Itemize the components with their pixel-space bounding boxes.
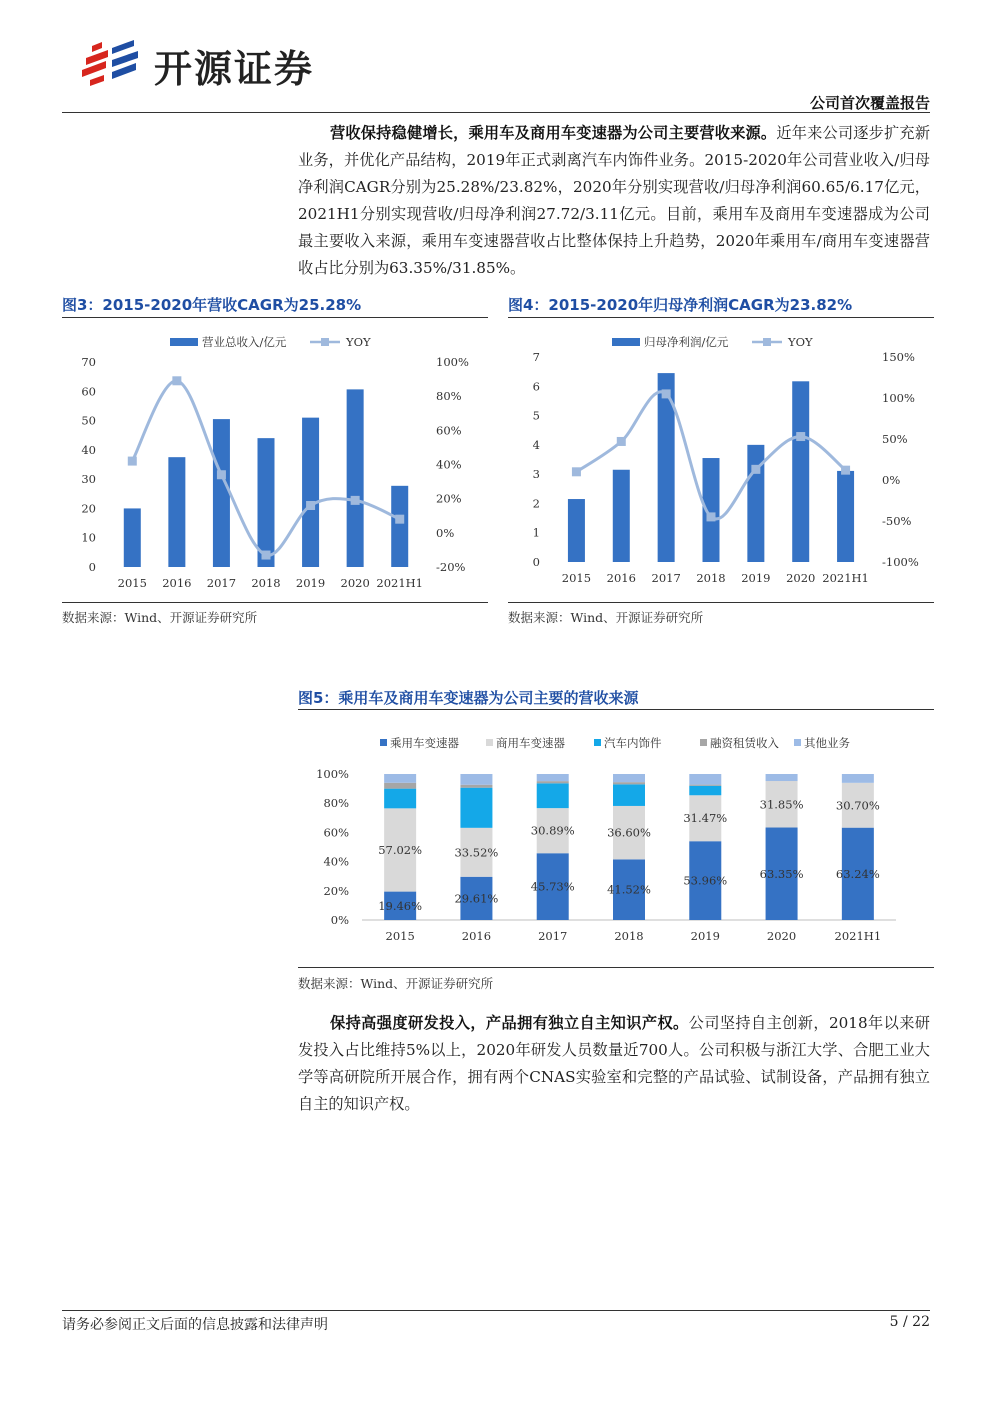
fig5-x-tick: 2020 [766, 929, 797, 943]
fig5-legend-swatch [700, 739, 707, 746]
fig5-bar-segment [613, 784, 645, 806]
fig5-x-tick: 2018 [614, 929, 644, 943]
fig3-left-tick: 50 [81, 413, 96, 428]
fig3-yoy-point [128, 457, 137, 466]
intro-text: 近年来公司逐步扩充新业务，并优化产品结构，2019年正式剥离汽车内饰件业务。2015-2020年公司营业收入/归母净利润CAGR分别为25.28%/23.82%，2020年分别实现营收/归母净利润60.65/6.17亿元，2021H1分别实现营收/归母净利润27.72/3.11亿元。目前，乘用车及商用车变速器成为公司最主要收入来源，乘用车变速器营收占比整体保持上升趋势，2020年乘用车/商用车变速器营收占比分别为63.35%/31.85%。 [298, 124, 931, 277]
fig5-data-label: 30.70% [835, 798, 880, 813]
fig4-legend-bar-swatch [612, 338, 640, 346]
fig3-x-tick: 2021H1 [376, 576, 424, 590]
fig3-x-tick: 2015 [117, 576, 147, 590]
rnd-paragraph [298, 1010, 930, 1118]
fig3-left-tick: 70 [81, 355, 96, 369]
fig4-left-tick: 1 [532, 525, 540, 540]
fig5-data-label: 19.46% [378, 898, 423, 913]
fig4-bar [568, 499, 585, 562]
fig5-y-tick: 100% [316, 767, 349, 781]
fig4-bottom-rule [508, 602, 934, 603]
fig4-bar [837, 471, 854, 562]
fig5-legend-label: 其他业务 [804, 736, 850, 750]
fig5-bar-segment [460, 774, 492, 785]
fig5-y-tick: 0% [330, 913, 349, 927]
fig5-data-label: 31.85% [759, 797, 804, 812]
fig5-data-label: 41.52% [607, 882, 651, 897]
intro-paragraph [298, 120, 930, 282]
logo-mark-icon [78, 30, 148, 90]
fig4-x-tick: 2020 [786, 571, 816, 585]
fig5-bar-segment [384, 789, 416, 809]
fig5-y-tick: 20% [323, 883, 349, 898]
fig3-yoy-point [262, 551, 271, 560]
fig3-source: 数据来源：Wind、开源证券研究所 [62, 610, 258, 625]
fig5-bar-segment [384, 783, 416, 789]
intro-lead: 营收保持稳健增长，乘用车及商用车变速器为公司主要营收来源。 [330, 124, 777, 142]
fig5-bar-segment [613, 774, 645, 782]
fig5-data-label: 29.61% [454, 891, 499, 906]
fig3-yoy-point [351, 496, 360, 505]
fig5-data-label: 53.96% [683, 873, 728, 888]
fig5-legend-label: 乘用车变速器 [390, 736, 459, 750]
footer-divider [62, 1310, 930, 1311]
fig5-y-tick: 80% [323, 796, 349, 811]
fig3-title-rule [62, 317, 488, 318]
fig4-left-tick: 0 [532, 555, 540, 569]
fig3-legend-line-marker [321, 338, 329, 346]
fig5-legend-swatch [486, 739, 493, 746]
fig5-x-tick: 2016 [461, 929, 492, 943]
fig5-bar-segment [842, 774, 874, 783]
fig5-legend-swatch [594, 739, 601, 746]
fig3-x-tick: 2017 [206, 576, 237, 590]
fig5-data-label: 57.02% [378, 842, 423, 857]
fig3-yoy-point [172, 376, 181, 385]
fig5-data-label: 63.24% [835, 866, 880, 881]
fig4-right-tick: 150% [882, 350, 915, 364]
fig5-y-tick: 60% [323, 825, 349, 840]
fig3-legend-bar-label: 营业总收入/亿元 [202, 335, 287, 349]
fig3-right-tick: 100% [436, 355, 469, 369]
fig5-x-tick: 2015 [385, 929, 415, 943]
fig5-bar-segment [537, 783, 569, 808]
fig4-left-tick: 4 [532, 437, 540, 452]
fig3-bottom-rule [62, 602, 488, 603]
fig4-legend-line-marker [763, 338, 771, 346]
fig5-data-label: 33.52% [454, 845, 499, 860]
fig4-legend-bar-label: 归母净利润/亿元 [644, 335, 729, 349]
fig5-bar-segment [689, 785, 721, 786]
fig3-bar [391, 486, 408, 567]
fig4-right-tick: 50% [882, 432, 908, 446]
fig3-bar [302, 418, 319, 567]
footer-disclaimer: 请务必参阅正文后面的信息披露和法律声明 [62, 1317, 328, 1333]
fig3-bar [213, 419, 230, 567]
fig5-data-label: 30.89% [530, 823, 575, 838]
fig3-right-tick: -20% [436, 560, 466, 574]
rnd-text: 公司坚持自主创新，2018年以来研发投入占比维持5%以上，2020年研发人员数量近700人。公司积极与浙江大学、合肥工业大学等高研院所开展合作，拥有两个CNAS实验室和完整的产品试验、试制设备，产品拥有独立自主的知识产权。 [298, 1014, 930, 1113]
fig5-chart [298, 712, 934, 966]
brand-name: 开源证券 [154, 47, 315, 91]
fig5-legend-label: 融资租赁收入 [710, 736, 779, 750]
fig3-right-tick: 80% [436, 389, 462, 404]
fig4-legend-line-label: YOY [788, 335, 813, 349]
fig3-bar [124, 508, 141, 567]
fig3-bar [347, 389, 364, 567]
fig3-left-tick: 0 [88, 560, 96, 574]
fig3-bar [168, 457, 185, 567]
fig5-legend-label: 汽车内饰件 [604, 736, 662, 750]
fig3-x-tick: 2019 [295, 576, 326, 590]
fig5-title: 图5：乘用车及商用车变速器为公司主要的营收来源 [298, 689, 639, 707]
fig3-left-tick: 20 [81, 501, 96, 516]
rnd-lead: 保持高强度研发投入，产品拥有独立自主知识产权。 [330, 1014, 689, 1032]
fig3-legend-line-label: YOY [346, 335, 371, 349]
fig4-right-tick: 100% [882, 391, 915, 405]
fig4-right-tick: 0% [882, 473, 901, 487]
header-divider [62, 112, 930, 113]
fig3-x-tick: 2018 [251, 576, 281, 590]
fig3-left-tick: 60 [81, 384, 96, 399]
fig5-bar-segment [613, 782, 645, 784]
fig5-data-label: 36.60% [607, 825, 651, 840]
fig5-legend-swatch [794, 739, 801, 746]
fig3-right-tick: 0% [436, 525, 455, 540]
fig4-left-tick: 3 [532, 467, 540, 482]
fig3-left-tick: 30 [81, 472, 96, 487]
fig4-chart [508, 322, 934, 600]
fig5-source: 数据来源：Wind、开源证券研究所 [298, 976, 494, 991]
fig4-right-tick: -50% [882, 514, 912, 528]
fig3-yoy-point [395, 515, 404, 524]
fig4-yoy-point [841, 466, 850, 475]
fig3-right-tick: 20% [436, 491, 462, 506]
fig4-bar [792, 381, 809, 562]
fig5-data-label: 45.73% [530, 879, 575, 894]
fig5-x-tick: 2021H1 [834, 929, 882, 943]
fig4-x-tick: 2017 [651, 571, 681, 585]
fig4-yoy-point [662, 389, 671, 398]
fig3-yoy-point [306, 501, 315, 510]
fig3-left-tick: 10 [81, 530, 96, 545]
fig3-right-tick: 60% [436, 423, 462, 438]
fig3-x-tick: 2016 [162, 576, 192, 590]
fig4-yoy-point [572, 467, 581, 476]
fig5-y-tick: 40% [323, 854, 349, 869]
fig4-title-rule [508, 317, 934, 318]
brand-logo [78, 30, 368, 90]
fig3-x-tick: 2020 [340, 576, 370, 590]
fig3-bar [258, 438, 275, 567]
fig5-bar-segment [537, 781, 569, 783]
fig5-legend-swatch [380, 739, 387, 746]
fig5-x-tick: 2019 [690, 929, 720, 943]
fig4-x-tick: 2016 [606, 571, 636, 585]
fig3-right-tick: 40% [436, 457, 462, 472]
fig5-bar-segment [460, 785, 492, 788]
fig4-right-tick: -100% [882, 555, 919, 569]
report-type: 公司首次覆盖报告 [809, 94, 930, 112]
fig4-yoy-point [617, 437, 626, 446]
fig4-left-tick: 2 [532, 496, 540, 511]
fig3-title: 图3：2015-2020年营收CAGR为25.28% [62, 296, 362, 314]
fig5-bar-segment [689, 786, 721, 795]
fig4-source: 数据来源：Wind、开源证券研究所 [508, 610, 704, 625]
fig4-left-tick: 6 [532, 379, 540, 394]
fig4-yoy-point [751, 465, 760, 474]
fig3-left-tick: 40 [81, 442, 96, 457]
fig4-left-tick: 7 [532, 350, 540, 364]
fig5-bar-segment [537, 774, 569, 781]
fig5-legend-label: 商用车变速器 [496, 736, 565, 750]
fig5-bar-segment [689, 774, 721, 785]
fig5-bar-segment [384, 774, 416, 783]
fig5-bottom-rule [298, 967, 934, 968]
fig3-chart [62, 322, 488, 600]
fig4-x-tick: 2021H1 [822, 571, 869, 585]
fig5-data-label: 63.35% [759, 866, 804, 881]
fig5-bar-segment [460, 788, 492, 828]
fig3-legend-bar-swatch [170, 338, 198, 346]
fig4-x-tick: 2015 [561, 571, 592, 585]
fig3-yoy-point [217, 470, 226, 479]
fig4-title: 图4：2015-2020年归母净利润CAGR为23.82% [508, 296, 853, 314]
fig4-yoy-point [707, 512, 716, 521]
fig4-yoy-point [796, 432, 805, 441]
fig4-left-tick: 5 [532, 408, 540, 423]
fig4-bar [613, 470, 630, 562]
page-number: 5 / 22 [889, 1314, 930, 1330]
fig4-x-tick: 2018 [696, 571, 726, 585]
fig4-x-tick: 2019 [741, 571, 771, 585]
fig5-bar-segment [766, 774, 798, 781]
fig5-x-tick: 2017 [538, 929, 568, 943]
fig5-data-label: 31.47% [683, 811, 728, 826]
fig5-title-rule [298, 709, 934, 710]
